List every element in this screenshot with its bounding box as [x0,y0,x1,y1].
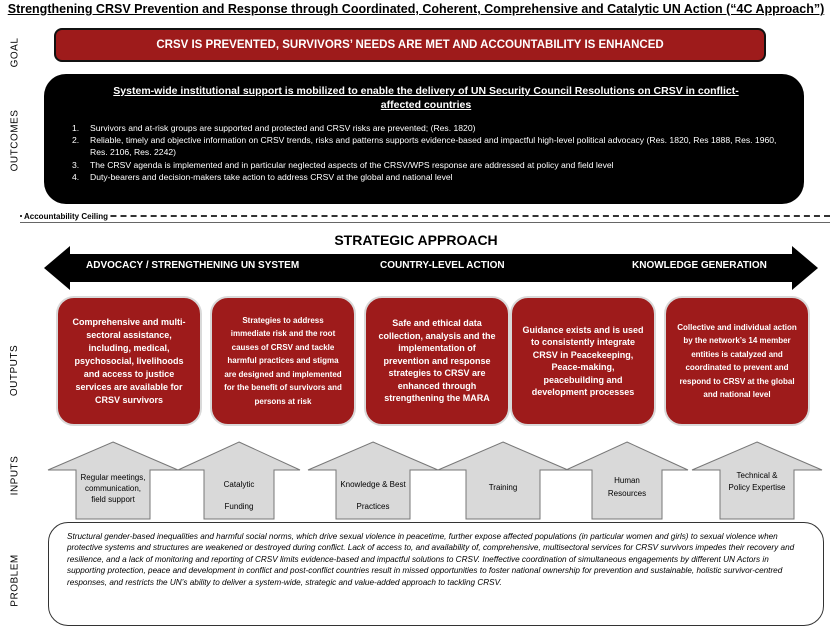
strategy-label-advocacy: ADVOCACY / STRENGTHENING UN SYSTEM [86,260,300,271]
diagram-title: Strengthening CRSV Prevention and Response through Coordinated, Coherent, Comprehensive and Catalytic UN Action (“4C Approach”) [7,2,825,16]
accountability-ceiling-label: Accountability Ceiling [24,212,109,221]
side-label-goal: GOAL [9,37,21,67]
goal-box [54,28,766,62]
strategy-label-country: COUNTRY-LEVEL ACTION [380,260,505,271]
input-label-training: Training [488,483,518,492]
output-box-4: Guidance exists and is used to consistently integrate CRSV in Peacekeeping, Peace-making, peacebuilding and development processes [510,296,656,426]
strategic-approach-title: STRATEGIC APPROACH [334,232,498,248]
side-label-outcomes: OUTCOMES [9,109,21,171]
output-box-5: Collective and individual action by the network’s 14 member entities is catalyzed and coordinated to prevent and respond to CRSV at the global and national level [664,296,810,426]
side-label-inputs: INPUTS [9,455,21,495]
side-label-problem: PROBLEM [9,553,21,607]
problem-text: Structural gender-based inequalities and harmful social norms, which drive sexual violence in peacetime, further expose affected populations (in particular women and girls) to sexual violence when protective systems and structures are weakened or destroyed during conflict. Lack of access to, and availability of, comprehensive, multisectoral services for CRSV survivors impedes their recovery and resilience, and a lack of monitoring and reporting of CRSV limits evidence-based and impactful solutions to CRSV. Ineffective coordination of simultaneous engagements by different UN Actors in supporting protection, peace and development in conflict and post-conflict countries result in missed opportunities to foster national ownership for prevention and sustainable, holistic survivor-centred responses, and restricts the UN’s ability to deliver a system-wide, strategic and value-added approach to tackling CRSV. [67,532,795,587]
outcomes-heading: System-wide institutional support is mobilized to enable the delivery of UN Security Council Resolutions on CRSV in conflict-affected countries [113,85,739,111]
input-label-human-resources: Human Resources [607,476,647,498]
side-label-outputs: OUTPUTS [9,344,21,396]
outcome-item: 3. The CRSV agenda is implemented and in particular neglected aspects of the CRSV/WPS response are addressed at policy and field level [72,159,614,170]
strategy-label-knowledge: KNOWLEDGE GENERATION [632,260,767,271]
accountability-ceiling-line [20,215,830,217]
accountability-ceiling-underline [20,222,830,223]
outcome-item: 2. Reliable, timely and objective information on CRSV trends, risks and patterns supports evidence-based and impactful high-level political advocacy (Res. 1820, Res 1888, Res. 1960, Res. 2106, Res. 2242) [72,135,777,158]
outcomes-box [44,74,804,204]
input-label-knowledge: Knowledge & Best Practices [340,480,406,511]
outcome-item: 1. Survivors and at-risk groups are supported and protected and CRSV risks are prevented; (Res. 1820) [72,123,476,133]
output-box-3: Safe and ethical data collection, analysis and the implementation of prevention and response strategies to CRSV are enhanced through strengthening the MARA [364,296,510,426]
input-label-meetings: Regular meetings, communication, field support [80,473,146,504]
outcomes-list [72,122,780,183]
input-arrow-4 [436,440,570,520]
output-box-2: Strategies to address immediate risk and the root causes of CRSV and tackle harmful practices and stigma are designed and implemented for the benefit of survivors and persons at risk [210,296,356,426]
goal-text: CRSV IS PREVENTED, SURVIVORS’ NEEDS ARE MET AND ACCOUNTABILITY IS ENHANCED [156,39,664,51]
problem-box [48,522,824,626]
output-box-1: Comprehensive and multi-sectoral assistance, including, medical, psychosocial, livelihoods and access to justice services are available for CRSV survivors [56,296,202,426]
input-label-funding: Catalytic Funding [223,480,255,511]
input-label-technical: Technical & Policy Expertise [728,471,786,492]
outcome-item: 4. Duty-bearers and decision-makers take action to address CRSV at the global and national level [72,171,453,182]
